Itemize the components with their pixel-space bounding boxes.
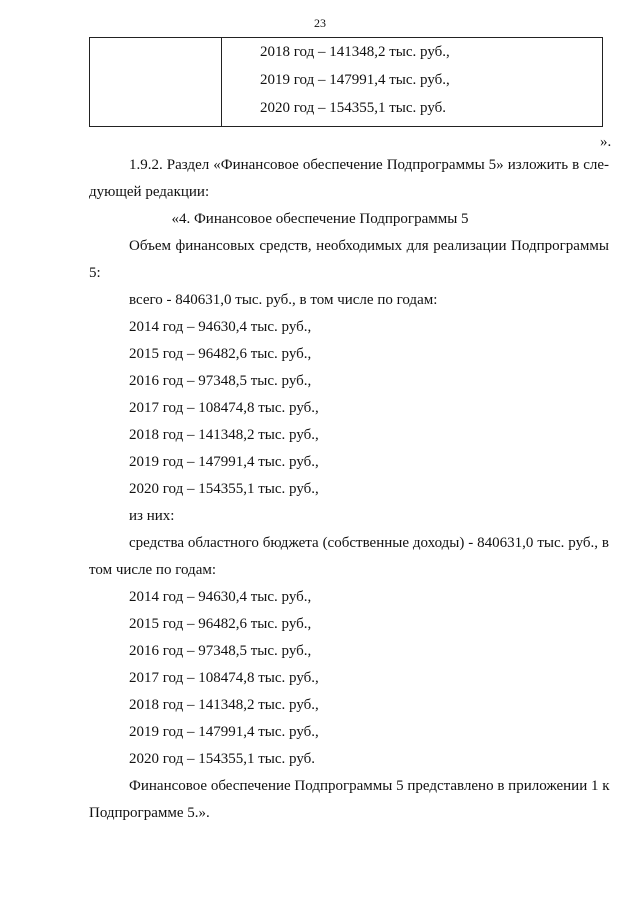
table-row: 2018 год – 141348,2 тыс. руб.,	[260, 44, 450, 60]
section-amendment-line: 1.9.2. Раздел «Финансовое обеспечение Подпрограммы 5» изложить в сле-	[129, 157, 609, 173]
table-column-divider	[221, 38, 222, 126]
intro-line: 5:	[89, 265, 101, 281]
financing-table	[89, 37, 603, 127]
year-line: 2015 год – 96482,6 тыс. руб.,	[129, 346, 312, 362]
regional-year-line: 2019 год – 147991,4 тыс. руб.,	[129, 724, 319, 740]
section-amendment-line: дующей редакции:	[89, 184, 210, 200]
regional-year-line: 2020 год – 154355,1 тыс. руб.	[129, 751, 316, 767]
year-line: 2017 год – 108474,8 тыс. руб.,	[129, 400, 319, 416]
regional-year-line: 2014 год – 94630,4 тыс. руб.,	[129, 589, 312, 605]
table-row: 2019 год – 147991,4 тыс. руб.,	[260, 72, 450, 88]
table-closing-quote: ».	[600, 134, 612, 150]
regional-year-line: 2015 год – 96482,6 тыс. руб.,	[129, 616, 312, 632]
year-line: 2020 год – 154355,1 тыс. руб.,	[129, 481, 319, 497]
table-row: 2020 год – 154355,1 тыс. руб.	[260, 100, 447, 116]
of-which-line: из них:	[129, 508, 175, 524]
regional-year-line: 2017 год – 108474,8 тыс. руб.,	[129, 670, 319, 686]
page-number: 23	[314, 16, 326, 30]
regional-budget-line: том числе по годам:	[89, 562, 217, 578]
final-line: Подпрограмме 5.».	[89, 805, 210, 821]
final-line: Финансовое обеспечение Подпрограммы 5 представлено в приложении 1 к	[129, 778, 610, 794]
regional-year-line: 2018 год – 141348,2 тыс. руб.,	[129, 697, 319, 713]
year-line: 2018 год – 141348,2 тыс. руб.,	[129, 427, 319, 443]
year-line: 2014 год – 94630,4 тыс. руб.,	[129, 319, 312, 335]
year-line: 2019 год – 147991,4 тыс. руб.,	[129, 454, 319, 470]
section-heading: «4. Финансовое обеспечение Подпрограммы 5	[171, 211, 469, 227]
intro-line: Объем финансовых средств, необходимых для реализации Подпрограммы	[129, 238, 609, 254]
total-line: всего - 840631,0 тыс. руб., в том числе по годам:	[129, 292, 438, 308]
regional-year-line: 2016 год – 97348,5 тыс. руб.,	[129, 643, 312, 659]
year-line: 2016 год – 97348,5 тыс. руб.,	[129, 373, 312, 389]
regional-budget-line: средства областного бюджета (собственные доходы) - 840631,0 тыс. руб., в	[129, 535, 609, 551]
